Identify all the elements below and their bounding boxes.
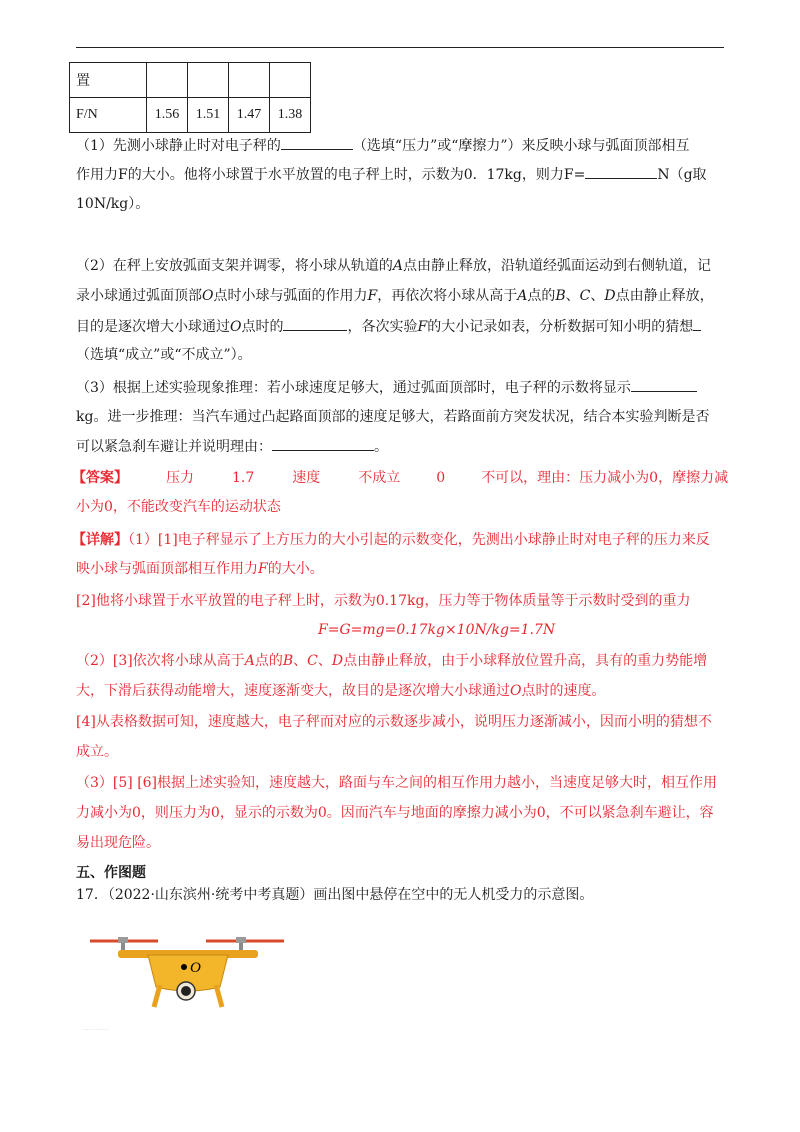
answer-item: 不成立	[358, 470, 401, 486]
drone-leg-right	[216, 985, 222, 1007]
drone-illustration	[88, 925, 288, 1035]
text: （选填“压力”或“摩擦力”）来反映小球与弧面顶部相互	[352, 138, 690, 154]
text: kg。进一步推理：当汽车通过凸起路面顶部的速度足够大，若路面前方突发状况，结合本实验判断是否	[76, 409, 710, 425]
text: N（g取	[657, 167, 707, 183]
text: B	[282, 653, 294, 669]
answer-item: 0	[436, 470, 446, 486]
text: 作用力F的大小。他将小球置于水平放置的电子秤上时，示数为0．17kg，则力F=	[76, 167, 586, 183]
detail-line-3	[76, 591, 726, 611]
text: 的大小记录如表，分析数据可知小明的猜想	[427, 319, 694, 335]
detail-line-7	[76, 712, 726, 732]
text: 目的是逐次增大小球通过	[76, 319, 230, 335]
q2-line-1	[76, 256, 726, 276]
center-point	[181, 964, 187, 970]
question-17: 17．（2022·山东滨州·统考中考真题）画出图中悬停在空中的无人机受力的示意图。	[76, 887, 594, 903]
text: 映小球与弧面顶部相互作用力	[76, 561, 258, 577]
answer-blank[interactable]	[693, 316, 701, 331]
q1-line-1	[76, 135, 726, 156]
text: 点时的	[241, 319, 284, 335]
text: 点的	[254, 653, 283, 669]
point-label: O	[190, 960, 201, 976]
text: F	[258, 561, 268, 577]
text: 录小球通过弧面顶部	[76, 288, 202, 304]
text: 、	[317, 653, 332, 669]
table-cell	[147, 63, 188, 98]
text: O	[202, 288, 214, 304]
q3-line-1	[76, 377, 726, 398]
text: 成立。	[76, 744, 118, 760]
text: B	[555, 288, 566, 304]
answer-blank[interactable]	[272, 436, 374, 451]
text: O	[510, 683, 522, 699]
detail-line-1	[72, 530, 722, 550]
q2-line-2	[76, 286, 726, 306]
text: 的大小。	[267, 561, 324, 577]
answer-item: 1.7	[232, 470, 255, 486]
detail-line-10	[76, 803, 726, 823]
answer-item: 速度	[292, 470, 321, 486]
drone-leg-left	[154, 985, 160, 1007]
q3-line-3	[76, 436, 726, 457]
text: （2）[3]依次将小球从高于	[76, 653, 245, 669]
table-cell: 置	[70, 63, 147, 98]
q3-line-2	[76, 407, 726, 427]
text: ，各次实验	[347, 319, 418, 335]
text: A	[392, 258, 404, 274]
detail-line-5	[76, 651, 726, 671]
formula: F=G=mg=0.17kg×10N/kg=1.7N	[318, 622, 556, 638]
text: 、	[590, 288, 605, 304]
text: C	[579, 288, 591, 304]
text: 10N/kg）。	[76, 196, 150, 212]
answer-item: 压力	[166, 470, 194, 486]
text: （3）[5] [6]根据上述实验知，速度越大，路面与车之间的相互作用力越小，当速度足够大时，相互作用	[76, 775, 718, 791]
detail-line-9	[76, 773, 726, 793]
answer-tag: 【答案】	[72, 470, 128, 486]
q2-line-4	[76, 345, 726, 365]
text: F	[417, 319, 428, 335]
text: O	[230, 319, 242, 335]
answer-blank[interactable]	[281, 135, 353, 150]
table-cell: 1.38	[270, 98, 311, 133]
table-cell: 1.56	[147, 98, 188, 133]
text: （选填“成立”或“不成立”）。	[76, 347, 252, 363]
text: （3）根据上述实验现象推理：若小球速度足够大，通过弧面顶部时，电子秤的示数将显示	[76, 380, 631, 396]
text: 点时小球与弧面的作用力	[213, 288, 368, 304]
text: A	[244, 653, 255, 669]
text: 、	[565, 288, 580, 304]
text: 大，下滑后获得动能增大，速度逐渐变大，故目的是逐次增大小球通过	[76, 683, 510, 699]
text: F	[367, 288, 378, 304]
detail-line-2	[76, 559, 726, 579]
detail-line-11	[76, 833, 726, 853]
table-cell	[229, 63, 270, 98]
text: C	[307, 653, 318, 669]
text: D	[604, 288, 616, 304]
table-cell: 1.51	[188, 98, 229, 133]
text: （1）先测小球静止时对电子秤的	[76, 138, 281, 154]
answer-item: 不可以，理由：压力减小为0，摩擦力减	[481, 470, 729, 486]
q1-line-3	[76, 194, 726, 214]
text: 力减小为0，则压力为0，显示的示数为0。因而汽车与地面的摩擦力减小为0，不可以紧急刹车避让，容	[76, 805, 714, 821]
faint-mark: ············	[82, 1026, 109, 1034]
text: 易出现危险。	[76, 835, 160, 851]
q1-line-2	[76, 164, 726, 185]
table-cell: F/N	[70, 98, 147, 133]
left-propeller	[90, 937, 158, 951]
text: 。	[374, 439, 388, 455]
section-heading: 五、作图题	[76, 865, 146, 881]
answer-blank[interactable]	[631, 377, 697, 392]
right-propeller	[206, 937, 284, 951]
text: （1）[1]电子秤显示了上方压力的大小引起的示数变化，先测出小球静止时对电子秤的压力来反	[128, 532, 710, 548]
detail-line-8	[76, 742, 726, 762]
answer-blank[interactable]	[585, 164, 657, 179]
detail-line-6	[76, 681, 726, 701]
text: 点的	[527, 288, 556, 304]
answer-line-1	[72, 468, 729, 488]
table-cell: 1.47	[229, 98, 270, 133]
table-row	[70, 63, 311, 98]
text: 小为0，不能改变汽车的运动状态	[76, 499, 281, 515]
text: 、	[293, 653, 308, 669]
table-cell	[270, 63, 311, 98]
text: [2]他将小球置于水平放置的电子秤上时，示数为0.17kg，压力等于物体质量等于示数时受到的重力	[76, 593, 691, 609]
text: [4]从表格数据可知，速度越大，电子秤而对应的示数逐步减小，说明压力逐渐减小，因而小明的猜想不	[76, 714, 712, 730]
text: 点时的速度。	[521, 683, 606, 699]
table-row	[70, 98, 311, 133]
top-rule	[76, 47, 724, 48]
text: ，再依次将小球从高于	[377, 288, 518, 304]
table-cell	[188, 63, 229, 98]
text: 可以紧急刹车避让并说明理由：	[76, 439, 272, 455]
text: 点由静止释放，由于小球释放位置升高，具有的重力势能增	[343, 653, 708, 669]
detail-tag: 【详解】	[72, 532, 128, 548]
text: （2）在秤上安放弧面支架并调零，将小球从轨道的	[76, 258, 393, 274]
text: 点由静止释放，	[615, 288, 714, 304]
text: D	[331, 653, 344, 669]
answer-line-2	[76, 497, 726, 517]
q2-line-3	[76, 316, 726, 337]
answer-blank[interactable]	[283, 316, 347, 331]
text: 点由静止释放，沿轨道经弧面运动到右侧轨道，记	[403, 258, 712, 274]
data-table	[69, 62, 311, 133]
text: A	[517, 288, 528, 304]
